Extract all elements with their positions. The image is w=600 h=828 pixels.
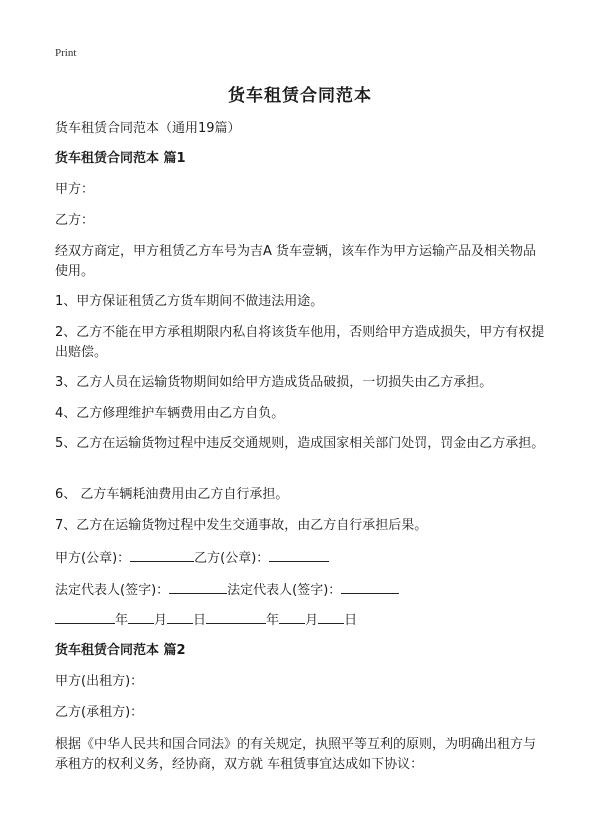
day-b-label: 日 [344, 613, 358, 628]
rep-b-blank[interactable] [341, 579, 399, 594]
document-subtitle: 货车租赁合同范本（通用19篇） [55, 121, 241, 136]
month-b-blank[interactable] [279, 609, 305, 624]
day-a-label: 日 [193, 613, 207, 628]
party-a-label: 甲方： [55, 182, 95, 197]
section-1-intro: 经双方商定，甲方租赁乙方车号为吉A 货车壹辆，该车作为甲方运输产品及相关物品使用。 [55, 244, 537, 279]
seal-b-label: 乙方(公章)： [194, 551, 270, 566]
day-a-blank[interactable] [167, 609, 193, 624]
clause-1: 1、甲方保证租赁乙方货车期间不做违法用途。 [55, 294, 324, 309]
month-a-label: 月 [154, 613, 168, 628]
section-2-intro: 根据《中华人民共和国合同法》的有关规定，执照平等互利的原则，为明确出租方与承租方的权利义务，经协商，双方就 车租赁事宜达成如下协议： [55, 737, 537, 772]
day-b-blank[interactable] [318, 609, 344, 624]
clause-3: 3、乙方人员在运输货物期间如给甲方造成货品破损，一切损失由乙方承担。 [55, 375, 493, 390]
rep-a-blank[interactable] [169, 579, 227, 594]
clause-2: 2、乙方不能在甲方承租期限内私自将该货车他用，否则给甲方造成损失，甲方有权提出赔偿。 [55, 325, 545, 360]
lessee-label: 乙方(承租方)： [55, 705, 144, 720]
month-b-label: 月 [305, 613, 319, 628]
year-b-blank[interactable] [206, 609, 266, 624]
seal-a-blank[interactable] [130, 547, 194, 562]
seal-a-label: 甲方(公章)： [55, 551, 131, 566]
section-1-heading: 货车租赁合同范本 篇1 [55, 151, 186, 166]
clause-5: 5、乙方在运输货物过程中违反交通规则，造成国家相关部门处罚，罚金由乙方承担。 [55, 436, 545, 451]
lessor-label: 甲方(出租方)： [55, 674, 144, 689]
party-b-label: 乙方： [55, 213, 95, 228]
seal-line [55, 547, 329, 569]
year-a-blank[interactable] [55, 609, 115, 624]
rep-b-label: 法定代表人(签字)： [227, 583, 342, 598]
year-b-label: 年 [266, 613, 280, 628]
section-2-heading: 货车租赁合同范本 篇2 [55, 643, 186, 658]
clause-4: 4、乙方修理维护车辆费用由乙方自负。 [55, 406, 285, 421]
year-a-label: 年 [115, 613, 129, 628]
rep-a-label: 法定代表人(签字)： [55, 583, 170, 598]
seal-b-blank[interactable] [269, 547, 329, 562]
print-label: Print [55, 47, 77, 59]
clause-7: 7、乙方在运输货物过程中发生交通事故，由乙方自行承担后果。 [55, 518, 428, 533]
rep-line [55, 579, 399, 601]
document-title: 货车租赁合同范本 [228, 86, 372, 106]
date-line [55, 609, 357, 631]
month-a-blank[interactable] [128, 609, 154, 624]
clause-6: 6、 乙方车辆耗油费用由乙方自行承担。 [55, 487, 289, 502]
